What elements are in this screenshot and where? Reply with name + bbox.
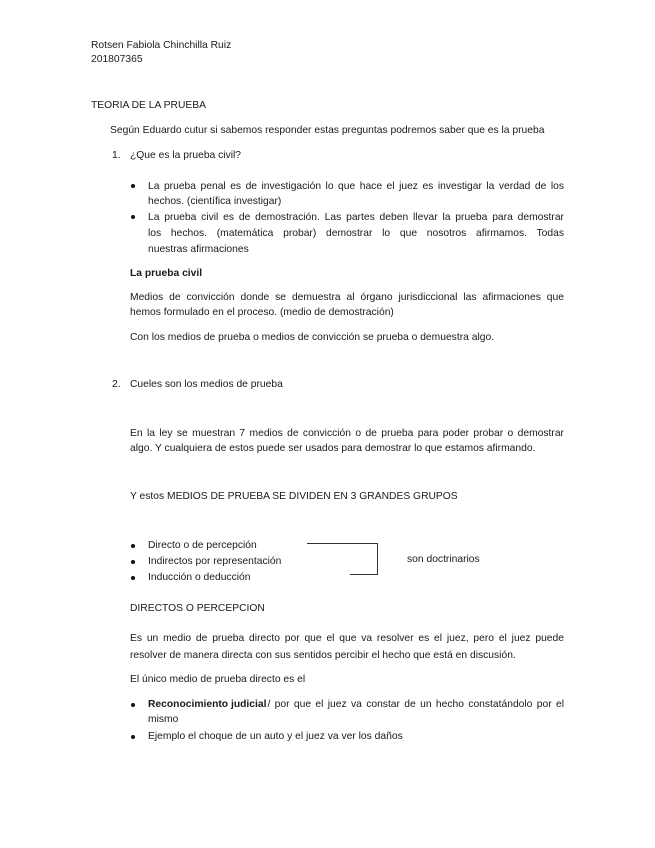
bullet-icon [131, 560, 135, 564]
intro-paragraph: Según Eduardo cutur si sabemos responder estas preguntas podremos saber que es la prueba [110, 125, 545, 136]
bullet-text: hechos. (científica investigar) [148, 196, 282, 207]
bracket-line [377, 543, 378, 575]
bullet-text: mismo [148, 714, 179, 725]
bracket-label: son doctrinarios [407, 554, 480, 565]
document-title: TEORIA DE LA PRUEBA [91, 100, 207, 111]
question-1: ¿Que es la prueba civil? [130, 150, 242, 161]
bullet-icon [131, 184, 135, 188]
list-number: 1. [112, 150, 121, 161]
bullet-icon [131, 576, 135, 580]
bullet-text: La prueba penal es de investigación lo que hace el juez es investigar la verdad de los [148, 181, 564, 192]
student-id: 201807365 [91, 54, 143, 65]
bullet-text: Ejemplo el choque de un auto y el juez va ver los daños [148, 731, 403, 742]
list-number: 2. [112, 379, 121, 390]
bullet-icon [131, 735, 135, 739]
group-item: Indirectos por representación [148, 556, 282, 567]
paragraph-line: Es un medio de prueba directo por que el que va resolver es el juez, pero el juez puede [130, 633, 564, 644]
paragraph: El único medio de prueba directo es el [130, 674, 306, 685]
bullet-text: La prueba civil es de demostración. Las partes deben llevar la prueba para demostrar [148, 212, 564, 223]
bullet-text: los hechos. (matemática probar) demostrar lo que nosotros afirmamos. Todas [148, 228, 564, 239]
bold-term: Reconocimiento judicial [148, 699, 267, 710]
bullet-icon [131, 703, 135, 707]
paragraph: Y estos MEDIOS DE PRUEBA SE DIVIDEN EN 3 GRANDES GRUPOS [130, 491, 458, 502]
bullet-text: nuestras afirmaciones [148, 244, 249, 255]
paragraph-line: resolver de manera directa con sus sentidos percibir el hecho que está en discusión. [130, 650, 516, 661]
paragraph-line: hemos formulado en el proceso. (medio de demostración) [130, 307, 394, 318]
group-item: Directo o de percepción [148, 540, 257, 551]
bracket-line [350, 574, 378, 575]
bullet-icon [131, 544, 135, 548]
bullet-icon [131, 215, 135, 219]
paragraph: Con los medios de prueba o medios de convicción se prueba o demuestra algo. [130, 332, 495, 343]
bullet-text-rest: / por que el juez va constar de un hecho constatándolo por el [267, 699, 564, 710]
paragraph-line: En la ley se muestran 7 medios de convicción o de prueba para poder probar o demostrar [130, 428, 564, 439]
section-heading: La prueba civil [130, 268, 203, 279]
bracket-line [307, 543, 378, 544]
group-item: Inducción o deducción [148, 572, 251, 583]
author-name: Rotsen Fabiola Chinchilla Ruiz [91, 40, 232, 51]
question-2: Cueles son los medios de prueba [130, 379, 283, 390]
section-heading: DIRECTOS O PERCEPCION [130, 603, 265, 614]
paragraph-line: algo. Y cualquiera de estos puede ser usados para demostrar lo que estamos afirmando. [130, 443, 536, 454]
bullet-text [148, 698, 564, 712]
paragraph-line: Medios de convicción donde se demuestra al órgano jurisdiccional las afirmaciones que [130, 292, 564, 303]
